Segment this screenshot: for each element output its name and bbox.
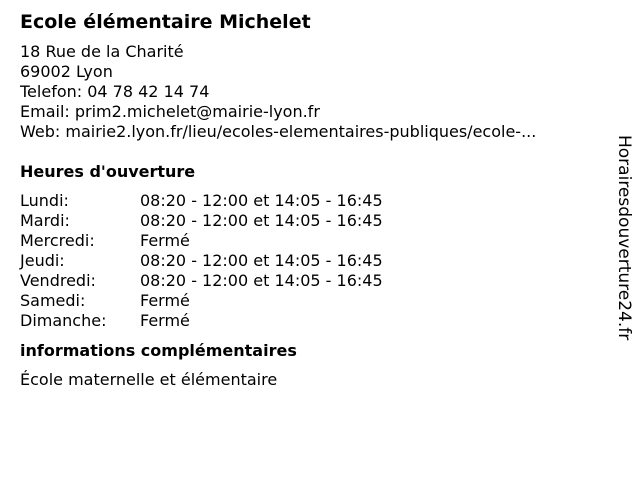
email-line: Email: prim2.michelet@mairie-lyon.fr [20,102,320,121]
hours-row-tuesday [20,211,600,231]
day-label: Jeudi: [20,251,65,270]
address-line-2: 69002 Lyon [20,62,113,81]
day-label: Vendredi: [20,271,96,290]
hours-row-saturday [20,291,600,311]
day-label: Dimanche: [20,311,107,330]
hours-value: Fermé [140,231,190,250]
opening-hours-table [20,191,600,331]
hours-value: 08:20 - 12:00 et 14:05 - 16:45 [140,211,383,230]
hours-row-wednesday [20,231,600,251]
website-line: Web: mairie2.lyon.fr/lieu/ecoles-elementaires-publiques/ecole-... [20,122,537,141]
business-card [20,10,600,390]
site-watermark: Horairesdouverture24.fr [614,135,634,341]
additional-information-text: École maternelle et élémentaire [20,370,278,389]
hours-row-monday [20,191,600,211]
address-line-1: 18 Rue de la Charité [20,42,184,61]
additional-information-title: informations complémentaires [20,341,297,360]
day-label: Mardi: [20,211,70,230]
day-label: Samedi: [20,291,86,310]
contact-block [20,42,600,142]
hours-row-friday [20,271,600,291]
day-label: Mercredi: [20,231,95,250]
opening-hours-title: Heures d'ouverture [20,162,196,181]
hours-value: 08:20 - 12:00 et 14:05 - 16:45 [140,191,383,210]
day-label: Lundi: [20,191,69,210]
hours-value: 08:20 - 12:00 et 14:05 - 16:45 [140,251,383,270]
hours-row-thursday [20,251,600,271]
hours-value: Fermé [140,291,190,310]
hours-value: 08:20 - 12:00 et 14:05 - 16:45 [140,271,383,290]
hours-value: Fermé [140,311,190,330]
hours-row-sunday [20,311,600,331]
phone-line: Telefon: 04 78 42 14 74 [20,82,210,101]
business-name: Ecole élémentaire Michelet [20,11,311,33]
